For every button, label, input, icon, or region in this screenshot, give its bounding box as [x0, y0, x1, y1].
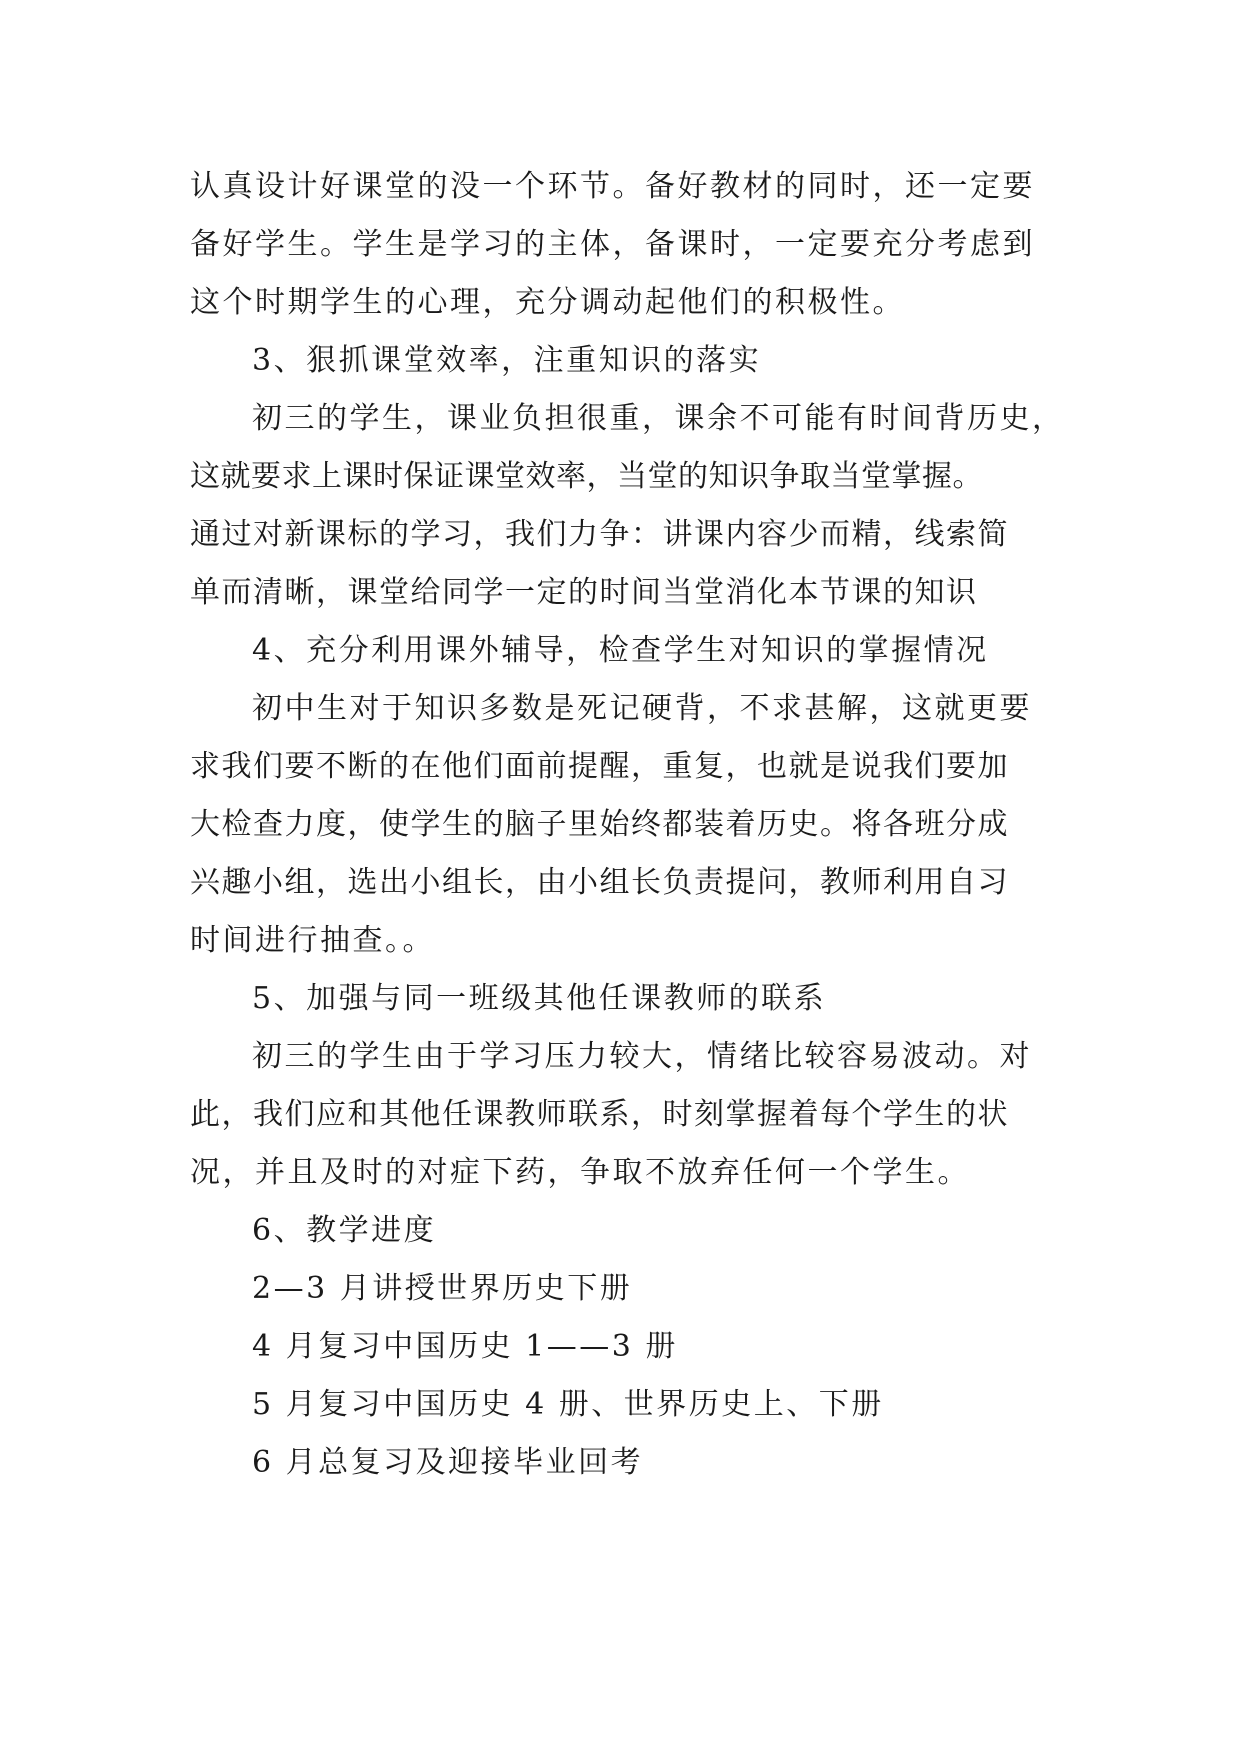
paragraph-line: 兴趣小组，选出小组长，由小组长负责提问，教师利用自习 [190, 865, 1009, 900]
section-heading-4: 4、充分利用课外辅导，检查学生对知识的掌握情况 [252, 633, 989, 668]
paragraph-line: 初中生对于知识多数是死记硬背，不求甚解，这就更要 [252, 691, 1032, 726]
paragraph-line: 此，我们应和其他任课教师联系，时刻掌握着每个学生的状 [190, 1097, 1009, 1132]
paragraph-line: 认真设计好课堂的没一个环节。备好教材的同时，还一定要 [190, 169, 1035, 204]
schedule-item: 4 月复习中国历史 1——3 册 [252, 1329, 678, 1364]
schedule-item: 5 月复习中国历史 4 册、世界历史上、下册 [252, 1387, 884, 1422]
paragraph-line: 时间进行抽查。。 [190, 923, 435, 958]
paragraph-line: 况，并且及时的对症下药，争取不放弃任何一个学生。 [190, 1155, 970, 1190]
paragraph-line: 这就要求上课时保证课堂效率，当堂的知识争取当堂掌握。 [190, 459, 983, 494]
paragraph-line: 初三的学生，课业负担很重，课余不可能有时间背历史， [252, 401, 1065, 436]
document-body [190, 158, 1065, 1492]
schedule-item: 2—3 月讲授世界历史下册 [252, 1271, 633, 1306]
paragraph-line: 单而清晰，课堂给同学一定的时间当堂消化本节课的知识 [190, 575, 978, 610]
paragraph-line: 通过对新课标的学习，我们力争：讲课内容少而精，线索简 [190, 517, 1009, 552]
paragraph-line: 大检查力度，使学生的脑子里始终都装着历史。将各班分成 [190, 807, 1009, 842]
section-heading-6: 6、教学进度 [252, 1213, 437, 1248]
paragraph-line: 备好学生。学生是学习的主体，备课时，一定要充分考虑到 [190, 227, 1035, 262]
paragraph-line: 这个时期学生的心理，充分调动起他们的积极性。 [190, 285, 905, 320]
section-heading-5: 5、加强与同一班级其他任课教师的联系 [252, 981, 827, 1016]
paragraph-line: 求我们要不断的在他们面前提醒，重复，也就是说我们要加 [190, 749, 1009, 784]
section-heading-3: 3、狠抓课堂效率，注重知识的落实 [252, 343, 762, 378]
paragraph-line: 初三的学生由于学习压力较大，情绪比较容易波动。对 [252, 1039, 1032, 1074]
schedule-item: 6 月总复习及迎接毕业回考 [252, 1445, 644, 1480]
